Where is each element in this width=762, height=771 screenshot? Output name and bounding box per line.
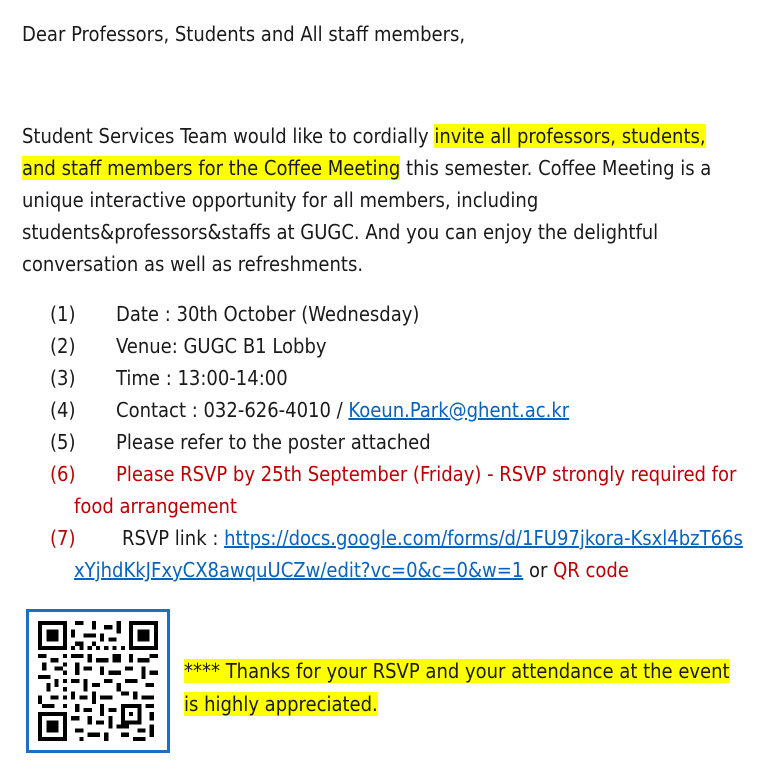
rsvp-link-label: RSVP link : <box>122 526 225 550</box>
list-item-venue <box>50 330 750 362</box>
intro-highlight: invite all professors, students, and staff members for the Coffee Meeting <box>22 124 706 180</box>
item-text: Time : 13:00-14:00 <box>116 366 288 390</box>
item-text: Venue: GUGC B1 Lobby <box>116 334 327 358</box>
item-number: (7) <box>50 526 76 550</box>
qr-code-icon <box>38 621 158 741</box>
item-number: (4) <box>50 398 76 422</box>
rsvp-form-link[interactable]: https://docs.google.com/forms/d/1FU97jkora-Ksxl4bzT66sxYjhdKkJFxyCX8awquUCZw/edit?vc=0&c=0&w=1 <box>74 526 743 582</box>
item-number: (5) <box>50 430 76 454</box>
contact-email-link[interactable]: Koeun.Park@ghent.ac.kr <box>348 398 570 422</box>
item-number: (1) <box>50 302 76 326</box>
thanks-note <box>184 655 744 721</box>
item-number: (6) <box>50 462 76 486</box>
list-item-rsvp-deadline <box>50 458 750 522</box>
or-text: or <box>523 558 554 582</box>
item-text: Please refer to the poster attached <box>116 430 431 454</box>
greeting-line: Dear Professors, Students and All staff members, <box>22 22 466 46</box>
list-item-time <box>50 362 750 394</box>
list-item-poster <box>50 426 750 458</box>
intro-text-end: this semester. Coffee Meeting is a unique interactive opportunity for all members, including students&professors&staffs at GUGC. And you can enjoy the delightful conversation as well as refreshments. <box>22 156 712 276</box>
item-text: Contact : 032-626-4010 / <box>116 398 349 422</box>
item-text: Date : 30th October (Wednesday) <box>116 302 420 326</box>
list-item-date <box>50 298 750 330</box>
item-text: Please RSVP by 25th September (Friday) - RSVP strongly required for food arrangement <box>74 462 737 518</box>
event-details-list <box>50 298 750 586</box>
item-number: (2) <box>50 334 76 358</box>
intro-text-start: Student Services Team would like to cordially <box>22 124 435 148</box>
item-number: (3) <box>50 366 76 390</box>
list-item-contact <box>50 394 750 426</box>
intro-paragraph <box>22 120 742 280</box>
list-item-rsvp-link <box>50 522 750 586</box>
qr-code[interactable] <box>26 609 170 753</box>
thanks-highlight: **** Thanks for your RSVP and your attendance at the event is highly appreciated. <box>184 659 730 716</box>
qr-code-label: QR code <box>553 558 629 582</box>
